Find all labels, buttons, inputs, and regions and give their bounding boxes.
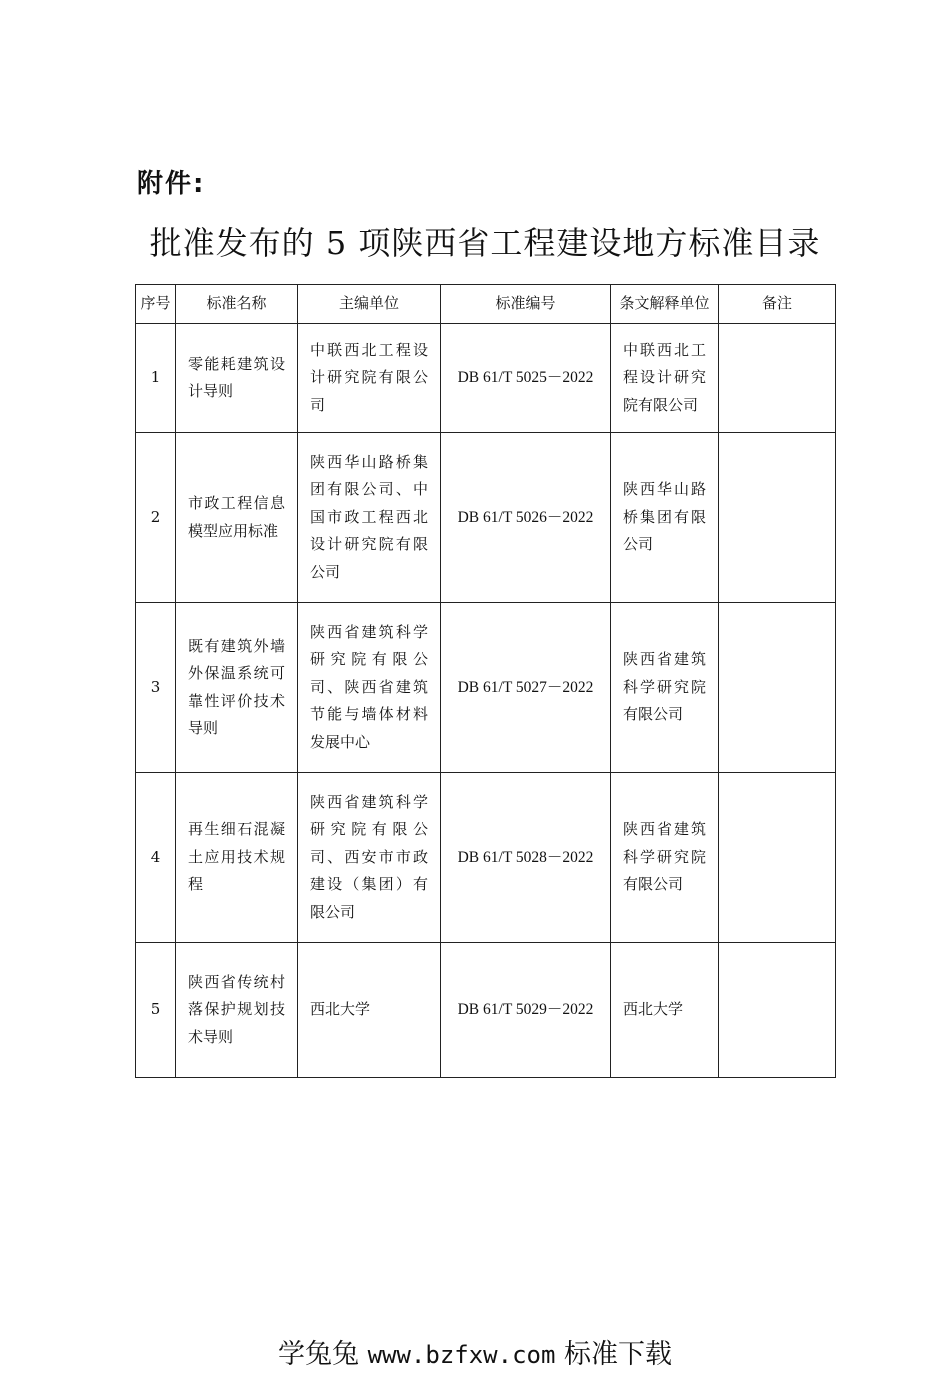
footer-prefix: 学兔兔 <box>277 1339 359 1370</box>
table-header-row <box>136 285 836 324</box>
cell-note <box>719 603 836 773</box>
table-row <box>136 943 836 1078</box>
standards-table <box>135 284 836 1078</box>
cell-chief-editor: 陕西省建筑科学研究院有限公司、陕西省建筑节能与墙体材料发展中心 <box>298 603 441 773</box>
cell-chief-editor: 陕西华山路桥集团有限公司、中国市政工程西北设计研究院有限公司 <box>298 433 441 603</box>
table-row <box>136 773 836 943</box>
cell-standard-name: 零能耗建筑设计导则 <box>176 324 298 433</box>
cell-index: 3 <box>136 603 176 773</box>
cell-standard-code: DB 61/T 5029－2022 <box>441 943 611 1078</box>
cell-note <box>719 433 836 603</box>
cell-interpreter: 西北大学 <box>611 943 719 1078</box>
header-standard-name: 标准名称 <box>176 285 298 324</box>
cell-standard-code: DB 61/T 5027－2022 <box>441 603 611 773</box>
header-interpreter: 条文解释单位 <box>611 285 719 324</box>
cell-interpreter: 陕西省建筑科学研究院有限公司 <box>611 603 719 773</box>
header-standard-code: 标准编号 <box>441 285 611 324</box>
table-row <box>136 433 836 603</box>
cell-standard-code: DB 61/T 5026－2022 <box>441 433 611 603</box>
cell-standard-name: 既有建筑外墙外保温系统可靠性评价技术导则 <box>176 603 298 773</box>
cell-index: 1 <box>136 324 176 433</box>
table-row <box>136 603 836 773</box>
cell-chief-editor: 陕西省建筑科学研究院有限公司、西安市市政建设（集团）有限公司 <box>298 773 441 943</box>
document-title: 批准发布的 5 项陕西省工程建设地方标准目录 <box>149 224 821 262</box>
header-index: 序号 <box>136 285 176 324</box>
cell-standard-name: 再生细石混凝土应用技术规程 <box>176 773 298 943</box>
cell-interpreter: 陕西省建筑科学研究院有限公司 <box>611 773 719 943</box>
cell-chief-editor: 中联西北工程设计研究院有限公司 <box>298 324 441 433</box>
cell-note <box>719 943 836 1078</box>
footer-url[interactable]: www.bzfxw.com <box>367 1341 556 1369</box>
cell-standard-code: DB 61/T 5025－2022 <box>441 324 611 433</box>
header-chief-editor: 主编单位 <box>298 285 441 324</box>
cell-interpreter: 陕西华山路桥集团有限公司 <box>611 433 719 603</box>
cell-note <box>719 773 836 943</box>
attachment-label: 附件: <box>137 169 206 199</box>
footer-watermark <box>0 1332 950 1371</box>
cell-standard-name: 陕西省传统村落保护规划技术导则 <box>176 943 298 1078</box>
header-note: 备注 <box>719 285 836 324</box>
cell-index: 4 <box>136 773 176 943</box>
cell-note <box>719 324 836 433</box>
cell-chief-editor: 西北大学 <box>298 943 441 1078</box>
table-row <box>136 324 836 433</box>
cell-index: 5 <box>136 943 176 1078</box>
footer-suffix: 标准下载 <box>564 1339 673 1370</box>
cell-index: 2 <box>136 433 176 603</box>
cell-interpreter: 中联西北工程设计研究院有限公司 <box>611 324 719 433</box>
cell-standard-code: DB 61/T 5028－2022 <box>441 773 611 943</box>
cell-standard-name: 市政工程信息模型应用标准 <box>176 433 298 603</box>
